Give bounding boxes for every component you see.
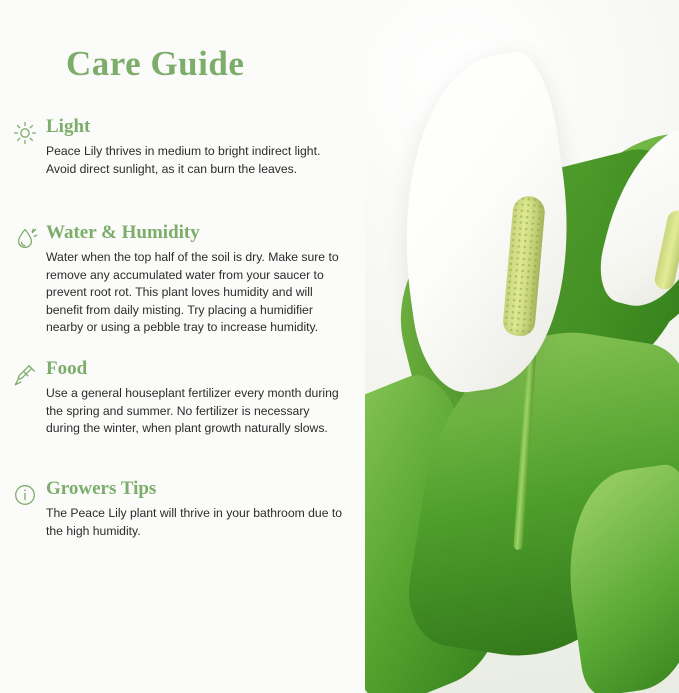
syringe-icon xyxy=(8,362,42,396)
section-light xyxy=(8,116,356,178)
page-title: Care Guide xyxy=(66,44,245,83)
section-light-text: Peace Lily thrives in medium to bright indirect light. Avoid direct sunlight, as it can burn the leaves. xyxy=(46,144,321,176)
section-water-text: Water when the top half of the soil is dry. Make sure to remove any accumulated water from your saucer to prevent root rot. This plant loves humidity and will benefit from daily misting. Try placing a humidifier nearby or using a pebble tray to increase humidity. xyxy=(46,250,339,334)
sun-icon xyxy=(8,120,42,154)
section-food-body xyxy=(46,358,356,438)
plant-photo xyxy=(365,0,679,693)
section-growers-tips xyxy=(8,478,356,540)
water-drop-icon xyxy=(8,226,42,260)
section-growers-tips-heading: Growers Tips xyxy=(46,478,157,499)
section-growers-tips-body xyxy=(46,478,356,540)
section-food-text: Use a general houseplant fertilizer every month during the spring and summer. No fertilizer is necessary during the winter, when plant growth naturally slows. xyxy=(46,386,339,435)
section-water-body xyxy=(46,222,356,337)
section-water-heading: Water & Humidity xyxy=(46,222,200,243)
section-growers-tips-text: The Peace Lily plant will thrive in your bathroom due to the high humidity. xyxy=(46,506,343,538)
section-food-heading: Food xyxy=(46,358,88,379)
section-light-body xyxy=(46,116,356,178)
section-food xyxy=(8,358,356,438)
section-water xyxy=(8,222,356,337)
section-light-heading: Light xyxy=(46,116,91,137)
info-circle-icon xyxy=(8,482,42,516)
